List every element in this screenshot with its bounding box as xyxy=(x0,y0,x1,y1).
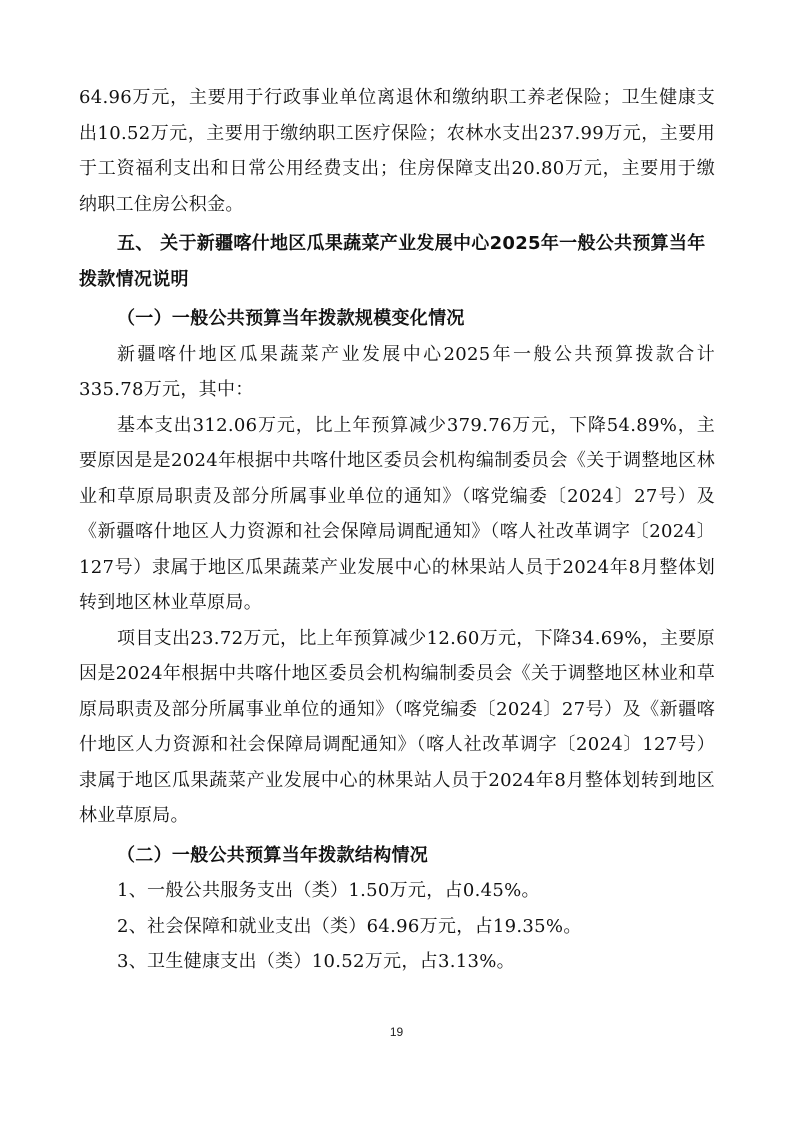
document-body xyxy=(79,80,715,980)
section-heading-5: 五、 关于新疆喀什地区瓜果蔬菜产业发展中心2025年一般公共预算当年拨款情况说明 xyxy=(79,233,706,290)
list-item: 1、一般公共服务支出（类）1.50万元，占0.45%。 xyxy=(117,880,540,901)
list-item: 3、卫生健康支出（类）10.52万元，占3.13%。 xyxy=(117,951,515,972)
page-number: 19 xyxy=(389,1025,404,1039)
list-item: 2、社会保障和就业支出（类）64.96万元，占19.35%。 xyxy=(117,915,582,937)
subsection-heading-2: （二）一般公共预算当年拨款结构情况 xyxy=(117,844,429,866)
paragraph-total-appropriation: 新疆喀什地区瓜果蔬菜产业发展中心2025年一般公共预算拨款合计335.78万元，其中： xyxy=(79,343,715,400)
paragraph-project-expenditure: 项目支出23.72万元，比上年预算减少12.60万元，下降34.69%，主要原因是2024年根据中共喀什地区委员会机构编制委员会《关于调整地区林业和草原局职责及部分所属事业单位的通知》（喀党编委〔2024〕27号）及《新疆喀什地区人力资源和社会保障局调配通知》（喀人社改革调字〔2024〕127号）隶属于地区瓜果蔬菜产业发展中心的林果站人员于2024年8月整体划转到地区林业草原局。 xyxy=(79,627,715,826)
paragraph-continued: 64.96万元，主要用于行政事业单位离退休和缴纳职工养老保险；卫生健康支出10.52万元，主要用于缴纳职工医疗保险；农林水支出237.99万元，主要用于工资福利支出和日常公用经费支出；住房保障支出20.80万元，主要用于缴纳职工住房公积金。 xyxy=(79,87,715,215)
subsection-heading-1: （一）一般公共预算当年拨款规模变化情况 xyxy=(117,308,465,329)
paragraph-basic-expenditure: 基本支出312.06万元，比上年预算减少379.76万元，下降54.89%，主要原因是是2024年根据中共喀什地区委员会机构编制委员会《关于调整地区林业和草原局职责及部分所属事业单位的通知》（喀党编委〔2024〕27号）及《新疆喀什地区人力资源和社会保障局调配通知》（喀人社改革调字〔2024〕127号）隶属于地区瓜果蔬菜产业发展中心的林果站人员于2024年8月整体划转到地区林业草原局。 xyxy=(79,414,715,613)
